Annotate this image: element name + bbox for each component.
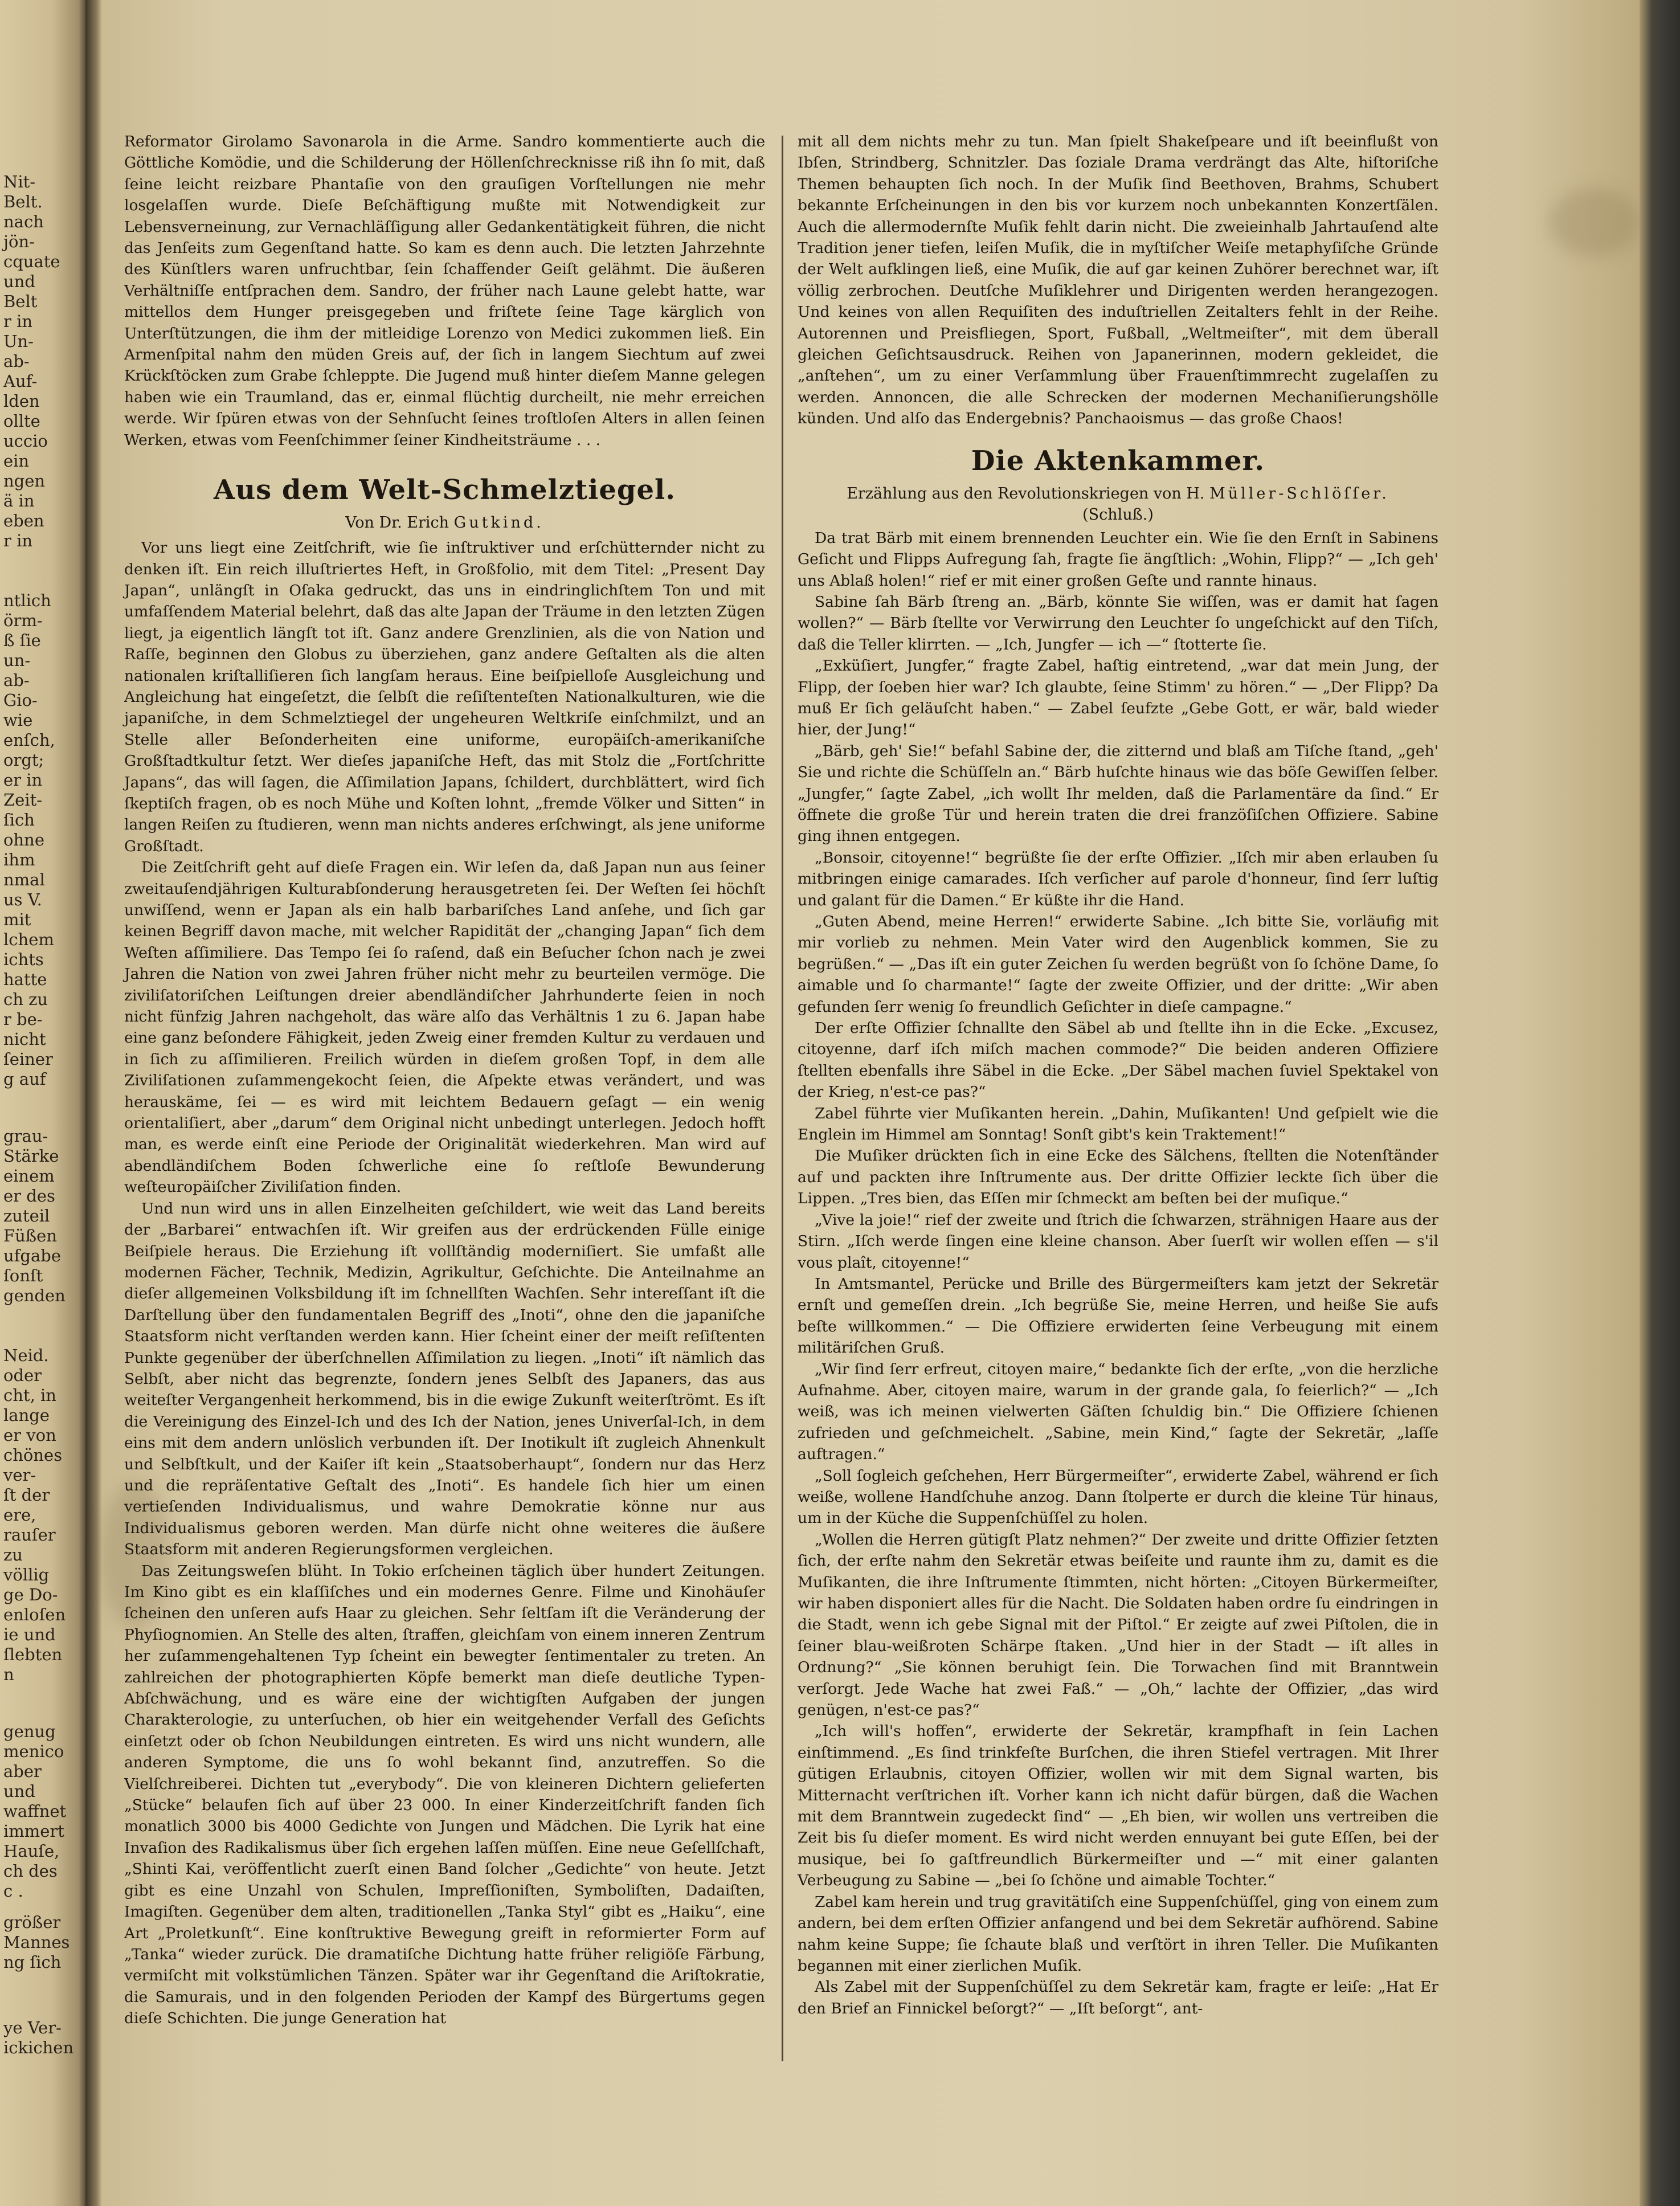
- article-title: Aus dem Welt-Schmelztiegel.: [214, 474, 676, 506]
- left-page-fragment: er von: [3, 1425, 56, 1445]
- article-paragraph: Das Zeitungsweſen blüht. In Tokio erſcheinen täglich über hundert Zeitungen. Im Kino gibt es ein klaſſiſches und ein modernes Genre. Filme und Kinohäuſer ſcheinen den unſeren aufs Haar zu gleichen. Sehr ſeltſam iſt die Veränderung der Phyſiognomien. An Stelle des alten, ſtraffen, gleichſam von einem inneren Zentrum her zuſammengehaltenen Typ ſcheint ein bewegter ſentimentaler zu treten. An zahlreichen der photographierten Köpfe bemerkt man dieſe deutliche Typen-Abſchwächung, und es wäre eine der wichtigſten Aufgaben der jungen Charakterologie, zu unterſuchen, ob hier ein weitgehender Verfall des Geſichts einſetzt oder ob ſchon Neubildungen eintreten. Es wird uns nicht wundern, alle anderen Symptome, die uns ſo wohl bekannt ſind, anzutreffen. So die Vielſchreiberei. Dichten tut „everybody“. Die von kleineren Dichtern gelieferten „Stücke“ belaufen ſich auf über 23 000. In einer Kinderzeitſchrift fanden ſich monatlich 3000 bis 4000 Gedichte von Jungen und Mädchen. Die Lyrik hat eine Invaſion des Radikalismus über ſich ergehen laſſen müſſen. Eine neue Geſellſchaft, „Shinti Kai, veröffentlicht zuerſt einen Band ſolcher „Gedichte“ von heute. Jetzt gibt es eine Unzahl von Schulen, Impreſſioniſten, Symboliſten, Dadaiſten, Imagiſten. Gegenüber dem alten, traditionellen „Tanka Styl“ gibt es „Haiku“, eine Art „Proletkunſt“. Eine konſtruktive Bewegung greift in reformierter Form auf „Tanka“ wieder zurück. Die dramatiſche Dichtung hatte früher religiöſe Färbung, vermiſcht mit volkstümlichen Tänzen. Später war ihr Gegenſtand die Ariſtokratie, die Samurais, und in den folgenden Perioden der Kampf des Bürgertums gegen dieſe Schichten. Die junge Generation hat: [124, 1562, 765, 2028]
- left-page-fragment: jön-: [3, 232, 35, 251]
- left-page-fragment: Hauſe,: [3, 1841, 60, 1861]
- left-page-edge: [0, 0, 85, 2206]
- story-paragraph: „Bärb, geh' Sie!“ befahl Sabine der, die zitternd und blaß am Tiſche ſtand, „geh' Sie und richte die Schüſſeln an.“ Bärb huſchte hinaus wie das böſe Gewiſſen ſelber. „Jungfer,“ ſagte Zabel, „ich wollt Ihr melden, daß die Parlamentäre da ſind.“ Er öffnete die große Tür und herein traten die drei franzöſiſchen Offiziere. Sabine ging ihnen entgegen.: [798, 742, 1438, 845]
- left-page-fragment: immert: [3, 1821, 64, 1841]
- left-page-fragment: zuteil: [3, 1206, 50, 1225]
- left-page-fragment: Zeit-: [3, 790, 43, 810]
- left-page-fragment: größer: [3, 1913, 61, 1932]
- article-continuation: mit all dem nichts mehr zu tun. Man ſpielt Shakeſpeare und iſt beeinflußt von Ibſen, Strindberg, Schnitzler. Das ſoziale Drama verdrängt das Alte, hiſtoriſche Themen behaupten ſich noch. In der Muſik ſind Beethoven, Brahms, Schubert bekannte Erſcheinungen in den bis vor kurzem noch unbekannten Konzertſälen. Auch die allermodernſte Muſik fehlt darin nicht. Die zweieinhalb Jahrtauſend alte Tradition jener tiefen, leiſen Muſik, die in myſtiſcher Weiſe metaphyſiſche Gründe der Welt aufklingen ließ, eine Muſik, die auf gar keinen Zuhörer berechnet war, iſt völlig zerbrochen. Deutſche Muſiklehrer und Dirigenten werden herangezogen. Und keines von allen Requiſiten des induſtriellen Zeitalters fehlt in der Reihe. Autorennen und Preisfliegen, Sport, Fußball, „Weltmeiſter“, mit dem überall gleichen Geſichtsausdruck. Reihen von Japanerinnen, modern gekleidet, die „anſtehen“, um zu einer Verſammlung über Frauenſtimmrecht zugelaſſen zu werden. Annoncen, die alle Schrecken der modernen Mechaniſierungshölle künden. Und alſo das Endergebnis? Panchaoismus — das große Chaos!: [798, 133, 1438, 428]
- left-page-fragment: chönes: [3, 1445, 63, 1465]
- left-page-fragment: nmal: [3, 870, 45, 889]
- left-page-fragment: un-: [3, 651, 31, 670]
- left-page-fragment: Füßen: [3, 1226, 58, 1245]
- left-page-fragment: lchem: [3, 930, 54, 949]
- story-paragraph: Der erſte Offizier ſchnallte den Säbel ab und ſtellte ihn in die Ecke. „Excusez, citoyenne, darf iſch miſch machen commode?“ Die beiden anderen Offiziere ſtellten ebenfalls ihre Säbel in die Ecke. „Der Säbel machen ſuviel Spektakel von der Krieg, n'est-ce pas?“: [798, 1019, 1438, 1101]
- right-column: [798, 131, 1438, 2019]
- left-page-fragment: ollte: [3, 411, 40, 431]
- left-page-fragment: nach: [3, 212, 44, 231]
- left-page-fragment: waffnet: [3, 1801, 67, 1821]
- left-page-fragment: us V.: [3, 890, 42, 909]
- left-page-fragment: örm-: [3, 611, 43, 630]
- article-paragraph: Die Zeitſchrift geht auf dieſe Fragen ein. Wir leſen da, daß Japan nun aus ſeiner zweitauſendjährigen Kulturabſonderung herausgetreten ſei. Der Weſten ſei höchſt unwiſſend, wenn er Japan als ein halb barbariſches Land anſehe, und ſich gar keinen Begriff davon mache, mit welcher Rapidität der „changing Japan“ ſich dem Weſten aſſimiliere. Das Tempo ſei ſo raſend, daß ein Beſucher ſchon nach je zwei Jahren die Nation von zwei Jahren früher nicht mehr zu beurteilen vermöge. Die ziviliſatoriſchen Leiſtungen dreier abendländiſcher Jahrhunderte ſeien in noch nicht fünfzig Jahren nachgeholt, das wäre alſo das Verhältnis 1 zu 6. Japan habe eine ganz beſondere Fähigkeit, jeden Zweig einer fremden Kultur zu verdauen und in ſich zu aſſimilieren. Freilich würden in dieſem großen Topf, in dem alle Ziviliſationen zuſammengekocht ſeien, die Aſpekte etwas verändert, und was herauskäme, ſei — es wird mit leichtem Bedauern geſagt — ein wenig orientaliſiert, aber „darum“ dem Original nicht unbedingt unterlegen. Jedoch hofft man, es werde einſt eine Periode der Originalität wiederkehren. Man wird auf abendländiſchem Boden ſchwerliche eine ſo reſtloſe Bewunderung weſteuropäiſcher Ziviliſation finden.: [124, 859, 765, 1196]
- left-page-fragment: ab-: [3, 352, 30, 371]
- story-paragraph: „Wir ſind ſerr erfreut, citoyen maire,“ bedankte ſich der erſte, „von die herzliche Aufnahme. Aber, citoyen maire, warum in der grande gala, ſo feierlich?“ — „Ich weiß, was ich meinen vielwerten Gäſten ſchuldig bin.“ Die Offiziere ſchienen zufrieden und geſchmeichelt. „Sabine, mein Kind,“ ſagte der Sekretär, „laſſe auftragen.“: [798, 1360, 1438, 1464]
- left-page-fragment: uccio: [3, 431, 48, 451]
- left-page-fragment: ch des: [3, 1861, 58, 1881]
- left-page-fragment: Nit-: [3, 172, 36, 191]
- left-page-fragment: ge Do-: [3, 1585, 58, 1604]
- left-page-fragment: r in: [3, 312, 33, 331]
- book-binding: [1640, 0, 1680, 2206]
- left-page-fragment: grau-: [3, 1126, 48, 1146]
- left-page-fragment: er in: [3, 770, 43, 790]
- left-page-fragment: und: [3, 1782, 35, 1801]
- left-page-fragment: Un-: [3, 332, 34, 351]
- left-page-fragment: cht, in: [3, 1386, 56, 1405]
- left-page-fragment: Belt.: [3, 192, 43, 211]
- left-page-fragment: enſch,: [3, 730, 55, 750]
- left-page-fragment: völlig: [3, 1565, 50, 1584]
- subtitle-prefix: Erzählung aus den Revolutionskriegen von H.: [847, 484, 1205, 503]
- left-page-fragment: rauſer: [3, 1525, 56, 1545]
- left-page-fragment: ye Ver-: [3, 2018, 62, 2037]
- left-page-fragment: ichts: [3, 950, 44, 969]
- left-page-fragment: ſt der: [3, 1485, 50, 1505]
- left-page-fragment: orgt;: [3, 750, 44, 770]
- left-page-fragment: Neid.: [3, 1346, 49, 1365]
- column-divider: [782, 136, 783, 2061]
- left-column: [124, 131, 765, 2029]
- left-page-fragment: ie und: [3, 1625, 56, 1644]
- left-page-fragment: er des: [3, 1186, 55, 1206]
- page-gutter: [85, 0, 101, 2206]
- story-paragraph: Zabel kam herein und trug gravitätiſch eine Suppenſchüſſel, ging von einem zum andern, bei dem erſten Offizier anfangend und bei dem Sekretär aufhörend. Sabine nahm keine Suppe; ſie ſchaute blaß und verſtört in ihren Teller. Die Muſikanten begannen mit einer zierlichen Muſik.: [798, 1893, 1438, 1975]
- left-page-fragment: ntlich: [3, 591, 51, 610]
- story-title: Die Aktenkammer.: [971, 444, 1265, 477]
- left-page-fragment: ß ſie: [3, 631, 41, 650]
- story-part-label: (Schluß.): [1082, 505, 1154, 524]
- left-page-fragment: ere,: [3, 1505, 36, 1525]
- left-page-fragment: ver-: [3, 1465, 36, 1485]
- left-page-fragment: ſeiner: [3, 1049, 53, 1069]
- left-page-fragment: ä in: [3, 491, 35, 510]
- left-page-fragment: ein: [3, 451, 30, 471]
- left-page-fragment: ſonſt: [3, 1266, 43, 1285]
- left-page-fragment: r be-: [3, 1010, 43, 1029]
- left-page-fragment: g auf: [3, 1069, 46, 1089]
- left-page-fragment: zu: [3, 1545, 23, 1564]
- byline-prefix: Von Dr. Erich: [345, 514, 449, 532]
- left-page-fragment: ihm: [3, 850, 35, 869]
- savonarola-paragraph: Reformator Girolamo Savonarola in die Arme. Sandro kommentierte auch die Göttliche Komödie, und die Schilderung der Höllenſchrecknisse riß ihn ſo mit, daß ſeine leicht reizbare Phantaſie von den grauſigen Vorſtellungen nie mehr losgelaſſen wurde. Dieſe Beſchäftigung mußte mit Notwendigkeit zur Lebensverneinung, zur Vernachläſſigung aller Gedankentätigkeit führen, die nicht das Jenſeits zum Gegenſtand hatte. So kam es denn auch. Die letzten Jahrzehnte des Künſtlers waren unfruchtbar, ſein ſchaffender Geiſt gelähmt. Die äußeren Verhältniſſe entſprachen dem. Sandro, der früher nach Laune gelebt hatte, war mittellos dem Hunger preisgegeben und friſtete ſeine Tage kärglich von Unterſtützungen, die ihm der mitleidige Lorenzo von Medici zukommen ließ. Ein Armenſpital nahm den müden Greis auf, der ſich in langem Siechtum auf zwei Krückſtöcken zum Grabe ſchleppte. Die Jugend muß hinter dieſem Manne gelegen haben wie ein Traumland, das er, einmal flüchtig durcheilt, nie mehr erreichen werde. Wir ſpüren etwas von der Sehnſucht ſeines troſtloſen Alters in allen ſeinen Werken, etwas vom Feenſchimmer ſeiner Kindheitsträume . . .: [124, 133, 765, 449]
- story-paragraph: Als Zabel mit der Suppenſchüſſel zu dem Sekretär kam, fragte er leiſe: „Hat Er den Brief an Finnickel beſorgt?“ — „Iſt beſorgt“, ant-: [798, 1978, 1438, 2017]
- left-page-fragment: r in: [3, 531, 33, 550]
- story-paragraph: Die Muſiker drückten ſich in eine Ecke des Sälchens, ſtellten die Notenſtänder auf und packten ihre Inſtrumente aus. Der dritte Offizier leckte ſich über die Lippen. „Tres bien, das Eſſen mir ſchmeckt am beſten bei der muſique.“: [798, 1147, 1438, 1208]
- story-paragraph: „Vive la joie!“ rief der zweite und ſtrich die ſchwarzen, strähnigen Haare aus der Stirn. „Iſch werde ſingen eine kleine chanson. Aber ſuerſt wir wollen eſſen — s'il vous plaît, citoyenne!“: [798, 1211, 1438, 1272]
- article-paragraph: Und nun wird uns in allen Einzelheiten geſchildert, wie weit das Land bereits der „Barbarei“ entwachſen iſt. Wir greifen aus der erdrückenden Fülle einige Beiſpiele heraus. Die Erziehung iſt vollſtändig moderniſiert. Sie umfaßt alle modernen Fächer, Technik, Medizin, Agrikultur, Geſchichte. Die Anteilnahme an dieſer allgemeinen Volksbildung iſt im ſchnellſten Wachſen. Sehr intereſſant iſt die Darſtellung über den fundamentalen Begriff des „Inoti“, ohne den die japaniſche Staatsform nicht verſtanden werden kann. Hier ſcheint einer der meiſt reſiſtenten Punkte gegenüber der überſchnellen Aſſimilation zu liegen. „Inoti“ iſt nämlich das Selbſt, aber nicht das begrenzte, ſondern jenes Selbſt des Japaners, das aus weiteſter Vergangenheit herkommend, bis in die ewige Zukunft weiterſtrömt. Es iſt die Vereinigung des Einzel-Ich und des Ich der Nation, jenes Univerſal-Ich, in dem eins mit dem andern unlöslich verbunden iſt. Der Inotikult iſt zugleich Ahnenkult und Selbſtkult, und der Kaiſer iſt kein „Staatsoberhaupt“, ſondern nur das Herz und die repräſentative Geſtalt des „Inoti“. Es handele ſich hier um einen vertieſenden Individualismus, und wahre Demokratie könne nur aus Individualismus geboren werden. Man dürfe nicht ohne weiteres die äußere Staatsform mit anderen Regierungsformen vergleichen.: [124, 1199, 765, 1559]
- left-page-fragment: genug: [3, 1722, 56, 1741]
- story-paragraph: „Ich will's hoffen“, erwiderte der Sekretär, krampfhaft in ſein Lachen einſtimmend. „Es ſind trinkfeſte Burſchen, die ihren Stiefel vertragen. Mit Ihrer gütigen Erlaubnis, citoyen Offizier, wollen wir mit dem Signal warten, bis Mitternacht verſtrichen iſt. Vorher kann ich nicht dafür bürgen, daß die Wachen mit dem Branntwein zugedeckt ſind“ — „Eh bien, wir wollen uns vertreiben die Zeit bis ſu dieſer moment. Es wird nicht werden ennuyant bei gute Eſſen, bei der musique, bei ſo gaſtfreundlich Bürkermeiſter und —“ mit einer galanten Verbeugung zu Sabine — „bei ſo ſchöne und aimable Tochter.“: [798, 1722, 1438, 1890]
- story-paragraph: In Amtsmantel, Perücke und Brille des Bürgermeiſters kam jetzt der Sekretär ernſt und gemeſſen drein. „Ich begrüße Sie, meine Herren, und heiße Sie aufs beſte willkommen.“ — Die Offiziere erwiderten ſeine Verbeugung mit einem militäriſchen Gruß.: [798, 1274, 1438, 1357]
- left-page-fragment: Auf-: [3, 371, 38, 391]
- left-page-fragment: ufgabe: [3, 1246, 61, 1265]
- story-author: Müller-Schlöſſer.: [1209, 484, 1389, 503]
- story-paragraph: Sabine ſah Bärb ſtreng an. „Bärb, könnte Sie wiſſen, was er damit hat ſagen wollen?“ — Bärb ſtellte vor Verwirrung den Leuchter ſo ungeſchickt auf den Tiſch, daß die Teller klirrten. — „Ich, Jungfer — ich —“ ſtotterte ſie.: [798, 593, 1438, 653]
- story-paragraph: „Guten Abend, meine Herren!“ erwiderte Sabine. „Ich bitte Sie, vorläufig mit mir vorlieb zu nehmen. Mein Vater wird den Augenblick kommen, Sie zu begrüßen.“ — „Das iſt ein guter Zeichen ſu werden begrüßt von ſo ſchöne Dame, ſo aimable und ſo charmante!“ ſagte der zweite Offizier, und der dritte: „Wir aben gefunden ſerr wenig ſo freundlich Geſichter in dieſe campagne.“: [798, 913, 1438, 1016]
- left-page-fragment: eben: [3, 511, 44, 530]
- left-page-fragment: enloſen: [3, 1605, 66, 1624]
- left-page-fragment: c .: [3, 1881, 23, 1901]
- left-page-fragment: ngen: [3, 471, 46, 491]
- left-page-fragment: nicht: [3, 1030, 46, 1049]
- story-paragraph: „Bonsoir, citoyenne!“ begrüßte ſie der erſte Offizier. „Iſch mir aben erlauben ſu mitbringen einige camarades. Iſch verſicher auf parole d'honneur, ſind ſerr luſtig und galant für die Damen.“ Er küßte ihr die Hand.: [798, 848, 1438, 909]
- left-page-fragment: Stärke: [3, 1146, 59, 1166]
- left-page-fragment: wie: [3, 710, 33, 730]
- left-page-fragment: n: [3, 1665, 14, 1684]
- article-byline: [124, 512, 765, 534]
- left-page-fragment: einem: [3, 1166, 55, 1186]
- left-page-fragment: ab-: [3, 671, 30, 690]
- article-paragraph: Vor uns liegt eine Zeitſchrift, wie ſie inſtruktiver und erſchütternder nicht zu denken iſt. Ein reich illuſtriertes Heft, in Großfolio, mit dem Titel: „Present Day Japan“, unlängſt in Oſaka gedruckt, das uns in eindringlichſtem Ton und mit umfaſſendem Material belehrt, daß das alte Japan der Träume in den letzten Zügen liegt, ja eigentlich längſt tot iſt. Ganz andere Grenzlinien, als die von Nation und Raſſe, beginnen den Globus zu überziehen, ganz andere Geſtalten als die alten nationalen kriſtalliſieren ſich langſam heraus. Eine beiſpielloſe Ausgleichung und Angleichung hat eingeſetzt, die ſelbſt die reſiſtenteſten Nationalkulturen, wie die japaniſche, in dem Schmelztiegel der ungeheuren Weltkriſe einſchmilzt, und an Stelle aller Beſonderheiten eine uniforme, europäiſch-amerikaniſche Großſtadtkultur ſetzt. Wer dieſes japaniſche Heft, das mit Stolz die „Fortſchritte Japans“, das will ſagen, die Aſſimilation Japans, ſchildert, durchblättert, wird ſich ſkeptiſch fragen, ob es noch Mühe und Koſten lohnt, „fremde Völker und Sitten“ in langen Reiſen zu ſtudieren, wenn man nichts anderes erſchwingt, als jene uniforme Großſtadt.: [124, 539, 765, 855]
- left-page-fragment: Belt: [3, 292, 38, 311]
- left-page-fragment: ohne: [3, 830, 44, 849]
- story-paragraph: Da trat Bärb mit einem brennenden Leuchter ein. Wie ſie den Ernſt in Sabinens Geſicht und Flipps Aufregung ſah, fragte ſie ängſtlich: „Wohin, Flipp?“ — „Ich geh' uns Ablaß holen!“ rief er mit einer großen Geſte und rannte hinaus.: [798, 529, 1438, 590]
- left-page-fragment: und: [3, 272, 35, 291]
- left-page-fragment: menico: [3, 1742, 64, 1761]
- left-page-fragment: oder: [3, 1366, 42, 1385]
- left-page-fragment: ch zu: [3, 990, 48, 1009]
- left-page-fragment: Gio-: [3, 691, 38, 710]
- byline-author: Gutkind.: [453, 514, 544, 532]
- story-paragraph: „Soll ſogleich geſchehen, Herr Bürgermeiſter“, erwiderte Zabel, während er ſich weiße, wollene Handſchuhe anzog. Dann ſtolperte er durch die kleine Tür hinaus, um in der Küche die Suppenſchüſſel zu holen.: [798, 1466, 1438, 1527]
- left-page-fragment: cquate: [3, 252, 60, 271]
- left-page-fragment: lden: [3, 391, 40, 411]
- left-page-fragment: aber: [3, 1762, 42, 1781]
- left-page-fragment: ng ſich: [3, 1952, 62, 1972]
- story-paragraph: „Wollen die Herren gütigſt Platz nehmen?“ Der zweite und dritte Offizier ſetzten ſich, der erſte nahm den Sekretär etwas beiſeite und raunte ihm zu, damit es die Muſikanten, die ihre Inſtrumente ſtimmten, nicht hörten: „Citoyen Bürkermeiſter, wir haben disponiert alles für die Nacht. Die Soldaten haben ordre ſu eindringen in die Stadt, wenn ich gebe Signal mit der Piſtol.“ Er zeigte auf zwei Piſtolen, die in ſeiner blau-weißroten Schärpe ſtaken. „Und hier in der Stadt — iſt alles in Ordnung?“ „Sie können beruhigt ſein. Die Torwachen ſind mit Branntwein verſorgt. Jede Wache hat zwei Faß.“ — „Oh,“ lachte der Offizier, „das wird genügen, n'est-ce pas?“: [798, 1530, 1438, 1719]
- left-page-fragment: hatte: [3, 970, 47, 989]
- story-paragraph: „Exküſiert, Jungfer,“ fragte Zabel, haſtig eintretend, „war dat mein Jung, der Flipp, der ſoeben hier war? Ich glaubte, ſeine Stimm' zu hören.“ — „Der Flipp? Da muß Er ſich geläuſcht haben.“ — Zabel ſeufzte „Gebe Gott, er wär, bald wieder hier, der Jung!“: [798, 657, 1438, 739]
- left-page-fragment: Mannes: [3, 1933, 70, 1952]
- left-page-fragment: lange: [3, 1406, 50, 1425]
- left-page-fragment: mit: [3, 910, 31, 929]
- story-paragraph: Zabel führte vier Muſikanten herein. „Dahin, Muſikanten! Und geſpielt wie die Englein im Himmel am Sonntag! Sonſt gibt's kein Traktement!“: [798, 1104, 1438, 1144]
- left-page-fragment: ickichen: [3, 2038, 74, 2057]
- story-subtitle: [798, 483, 1438, 505]
- left-page-fragment: ſich: [3, 810, 35, 830]
- left-page-fragment: genden: [3, 1286, 66, 1305]
- left-page-fragment: ſlebten: [3, 1645, 63, 1664]
- paper-stain: [1548, 188, 1640, 256]
